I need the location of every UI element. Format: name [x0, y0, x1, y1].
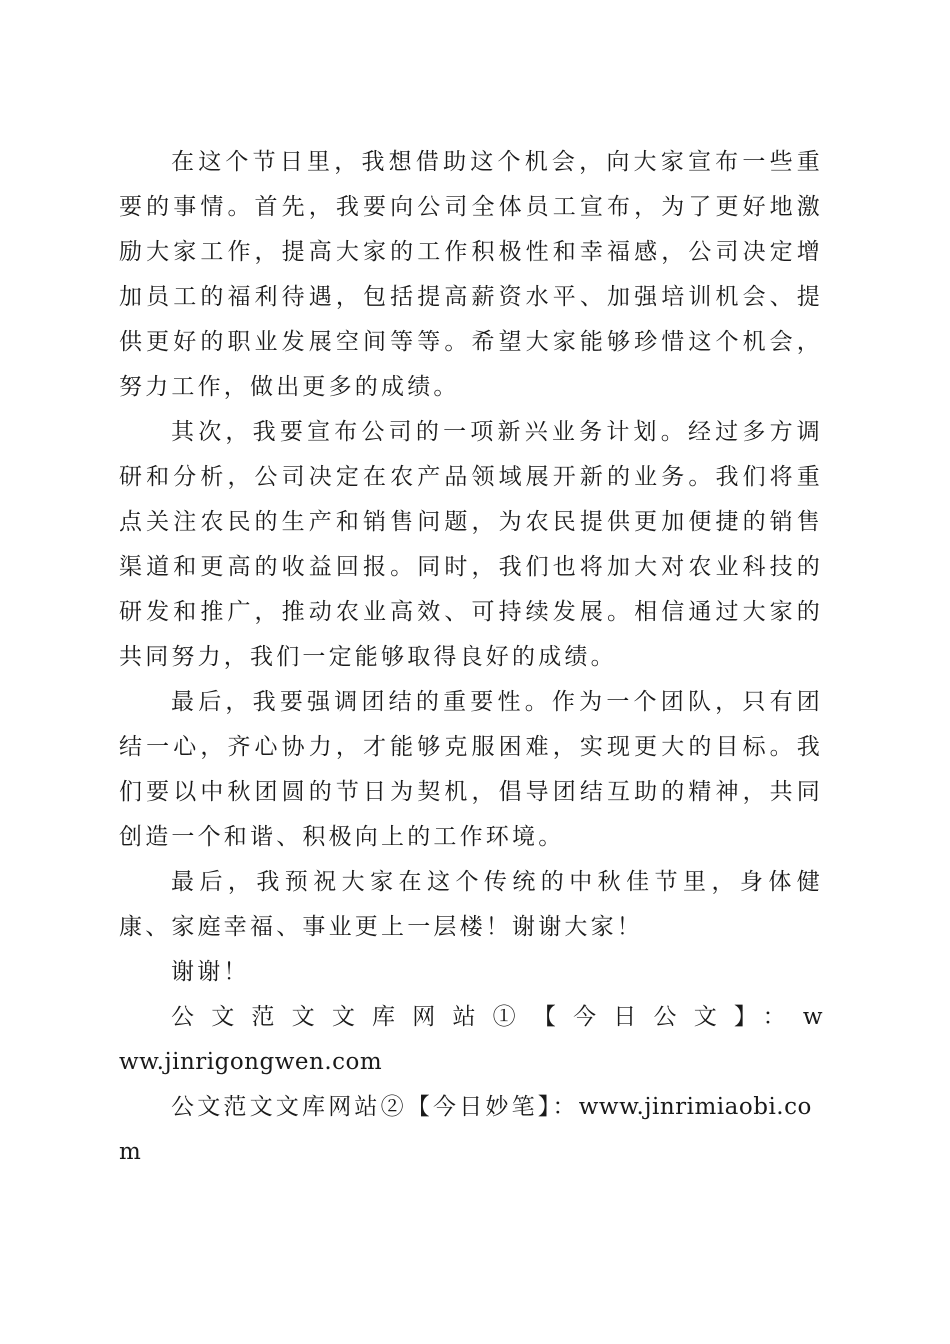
site-1-line [119, 995, 823, 1085]
paragraph-2: 其次，我要宣布公司的一项新兴业务计划。经过多方调研和分析，公司决定在农产品领域展开新的业务。我们将重点关注农民的生产和销售问题，为农民提供更加便捷的销售渠道和更高的收益回报。同时，我们也将加大对农业科技的研发和推广，推动农业高效、可持续发展。相信通过大家的共同努力，我们一定能够取得良好的成绩。 [119, 419, 823, 670]
site-1-label: 公文范文文库网站①【今日公文】： [171, 1004, 803, 1030]
site-2-url[interactable]: www.jinrimiaobi.com [119, 1094, 812, 1165]
closing-thanks: 谢谢！ [171, 959, 250, 985]
site-1-url[interactable]: www.jinrigongwen.com [119, 1004, 823, 1075]
site-2-line [119, 1085, 823, 1175]
paragraph-1: 在这个节日里，我想借助这个机会，向大家宣布一些重要的事情。首先，我要向公司全体员工宣布，为了更好地激励大家工作，提高大家的工作积极性和幸福感，公司决定增加员工的福利待遇，包括提高薪资水平、加强培训机会、提供更好的职业发展空间等等。希望大家能够珍惜这个机会，努力工作，做出更多的成绩。 [119, 149, 823, 400]
paragraph-4: 最后，我预祝大家在这个传统的中秋佳节里，身体健康、家庭幸福、事业更上一层楼！谢谢大家！ [119, 869, 823, 940]
paragraph-3: 最后，我要强调团结的重要性。作为一个团队，只有团结一心，齐心协力，才能够克服困难，实现更大的目标。我们要以中秋团圆的节日为契机，倡导团结互助的精神，共同创造一个和谐、积极向上的工作环境。 [119, 689, 823, 850]
document-page [119, 140, 823, 1175]
site-2-label: 公文范文文库网站②【今日妙笔】： [171, 1094, 579, 1120]
